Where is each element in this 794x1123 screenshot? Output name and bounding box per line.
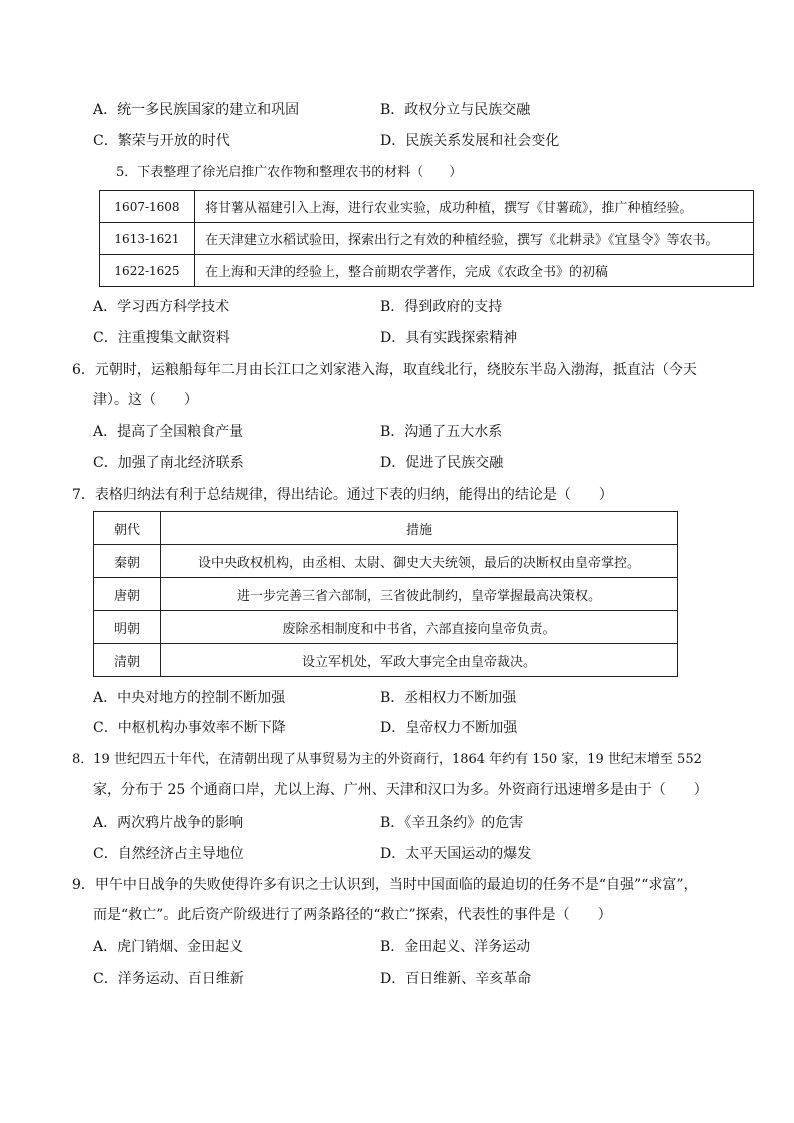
q8-stem-line2: 家，分布于 25 个通商口岸，尤以上海、广州、天津和汉口为多。外资商行迅速增多是由于（ ） xyxy=(93,782,708,798)
q6-option-d: D．促进了民族交融 xyxy=(380,455,504,471)
q6-option-c: C．加强了南北经济联系 xyxy=(93,455,244,471)
q4-option-b: B．政权分立与民族交融 xyxy=(380,102,531,118)
q7-option-c: C．中枢机构办事效率不断下降 xyxy=(93,720,286,736)
q6-option-a: A．提高了全国粮食产量 xyxy=(93,424,244,440)
q5-stem: 5．下表整理了徐光启推广农作物和整理农书的材料（ ） xyxy=(116,165,463,180)
q7-header-measure: 措施 xyxy=(161,512,678,545)
q7-measure-cell: 设立军机处，军政大事完全由皇帝裁决。 xyxy=(161,644,678,677)
q6-option-b: B．沟通了五大水系 xyxy=(380,424,503,440)
q5-table xyxy=(99,190,754,287)
q8-option-d: D．太平天国运动的爆发 xyxy=(380,846,532,862)
q8-option-c: C．自然经济占主导地位 xyxy=(93,846,244,862)
q9-stem-line2: 而是“救亡”。此后资产阶级进行了两条路径的“救亡”探索，代表性的事件是（ ） xyxy=(93,907,612,923)
q5-year-cell: 1607-1608 xyxy=(100,191,195,223)
q5-text-cell: 将甘薯从福建引入上海，进行农业实验，成功种植，撰写《甘薯疏》，推广种植经验。 xyxy=(195,191,754,223)
q7-dynasty-cell: 清朝 xyxy=(94,644,161,677)
table-row xyxy=(94,578,678,611)
q8-option-a: A．两次鸦片战争的影响 xyxy=(93,815,244,831)
q5-text-cell: 在上海和天津的经验上，整合前期农学著作，完成《农政全书》的初稿 xyxy=(195,255,754,287)
q4-option-a: A．统一多民族国家的建立和巩固 xyxy=(93,102,300,118)
q7-measure-cell: 进一步完善三省六部制，三省彼此制约，皇帝掌握最高决策权。 xyxy=(161,578,678,611)
q7-option-b: B．丞相权力不断加强 xyxy=(380,690,517,706)
table-row xyxy=(94,545,678,578)
table-row xyxy=(94,611,678,644)
q5-option-d: D．具有实践探索精神 xyxy=(380,330,518,346)
table-row xyxy=(94,644,678,677)
q7-header-dynasty: 朝代 xyxy=(94,512,161,545)
q9-option-c: C．洋务运动、百日维新 xyxy=(93,971,244,987)
q6-stem-line1: 6．元朝时，运粮船每年二月由长江口之刘家港入海，取直线北行，绕胶东半岛入渤海，抵直沽（今天 xyxy=(72,362,697,378)
q7-option-a: A．中央对地方的控制不断加强 xyxy=(93,690,286,706)
q5-option-b: B．得到政府的支持 xyxy=(380,299,503,315)
q5-year-cell: 1613-1621 xyxy=(100,223,195,255)
table-row xyxy=(100,255,754,287)
q9-option-d: D．百日维新、辛亥革命 xyxy=(380,971,532,987)
q4-option-d: D．民族关系发展和社会变化 xyxy=(380,133,560,149)
q4-option-c: C．繁荣与开放的时代 xyxy=(93,133,230,149)
q7-stem: 7．表格归纳法有利于总结规律，得出结论。通过下表的归纳，能得出的结论是（ ） xyxy=(72,487,613,503)
q5-year-cell: 1622-1625 xyxy=(100,255,195,287)
table-header-row xyxy=(94,512,678,545)
q7-table xyxy=(93,511,678,677)
q5-text-cell: 在天津建立水稻试验田，探索出行之有效的种植经验，撰写《北耕录》《宜垦令》等农书。 xyxy=(195,223,754,255)
q6-stem-line2: 津）。这（ ） xyxy=(93,392,198,408)
table-row xyxy=(100,223,754,255)
q5-option-c: C．注重搜集文献资料 xyxy=(93,330,230,346)
q9-option-b: B．金田起义、洋务运动 xyxy=(380,939,531,955)
q7-option-d: D．皇帝权力不断加强 xyxy=(380,720,518,736)
q8-option-b: B．《辛丑条约》的危害 xyxy=(380,815,524,831)
q5-option-a: A．学习西方科学技术 xyxy=(93,299,230,315)
q7-dynasty-cell: 明朝 xyxy=(94,611,161,644)
q7-measure-cell: 设中央政权机构，由丞相、太尉、御史大夫统领，最后的决断权由皇帝掌控。 xyxy=(161,545,678,578)
q7-dynasty-cell: 秦朝 xyxy=(94,545,161,578)
q9-option-a: A．虎门销烟、金田起义 xyxy=(93,939,244,955)
q8-stem-line1: 8．19 世纪四五十年代，在清朝出现了从事贸易为主的外资商行，1864 年约有 150 家，19 世纪末增至 552 xyxy=(72,752,702,767)
table-row xyxy=(100,191,754,223)
q7-measure-cell: 废除丞相制度和中书省，六部直接向皇帝负责。 xyxy=(161,611,678,644)
q9-stem-line1: 9．甲午中日战争的失败使得许多有识之士认识到，当时中国面临的最迫切的任务不是“自强”“求富”， xyxy=(72,877,698,893)
q7-dynasty-cell: 唐朝 xyxy=(94,578,161,611)
